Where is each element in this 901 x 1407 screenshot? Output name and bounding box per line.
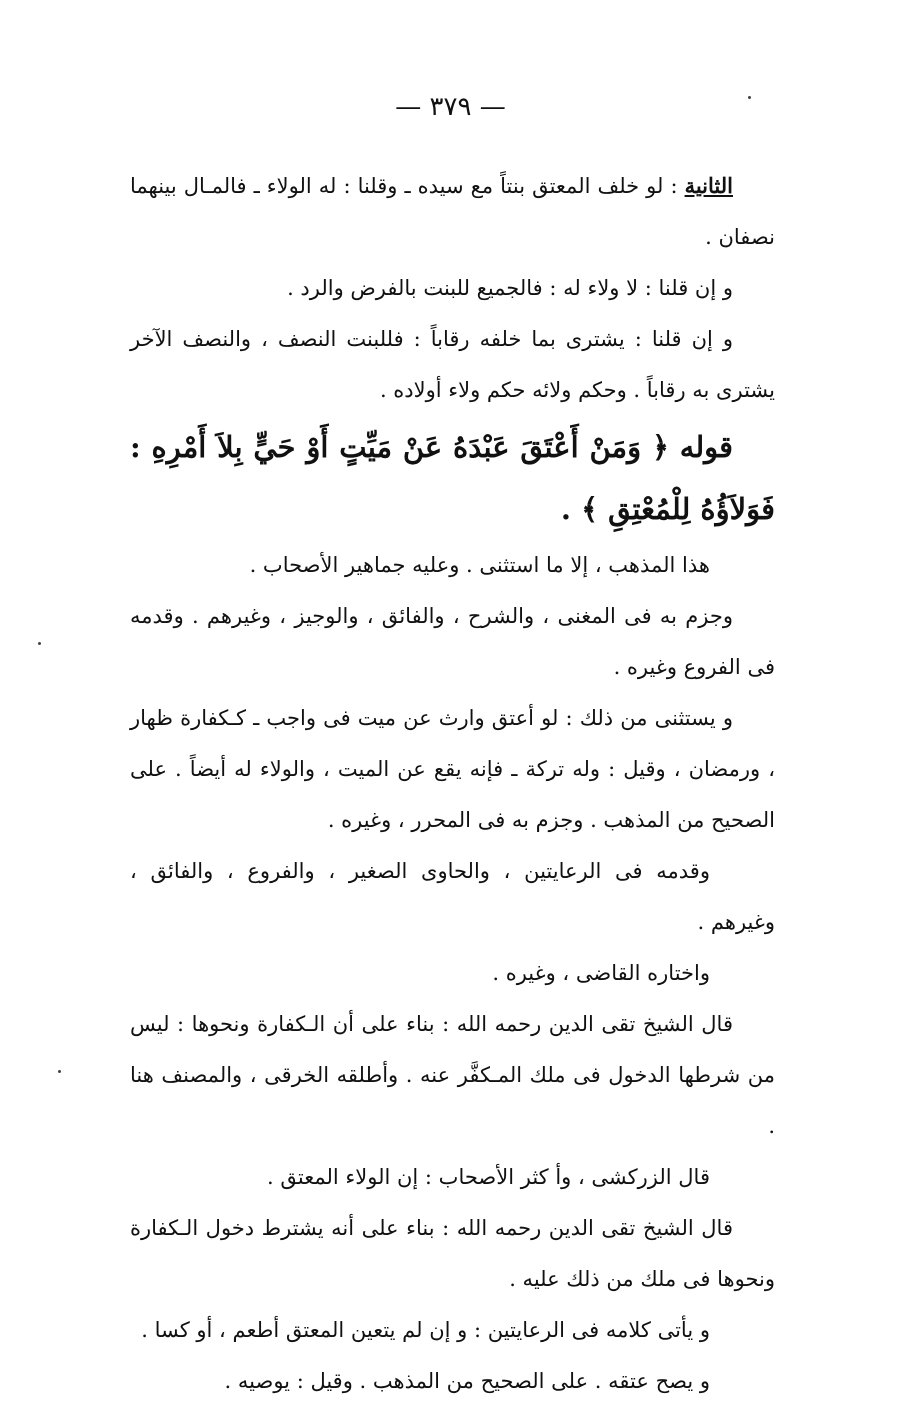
- paragraph: و إن قلنا : لا ولاء له : فالجميع للبنت بالفرض والرد .: [287, 276, 733, 300]
- page-number: — ٣٧٩ —: [395, 92, 506, 122]
- paragraph: قال الشيخ تقى الدين رحمه الله : بناء على أنه يشترط دخول الـكفارة ونحوها فى ملك من ذلك عليه .: [130, 1216, 775, 1291]
- stray-ink-mark: [38, 642, 41, 645]
- paragraph: وجزم به فى المغنى ، والشرح ، والفائق ، والوجيز ، وغيرهم . وقدمه فى الفروع وغيره .: [130, 604, 775, 679]
- paragraph: قال الزركشى ، وأ كثر الأصحاب : إن الولاء المعتق .: [267, 1165, 710, 1189]
- paragraph: و يأتى كلامه فى الرعايتين : و إن لم يتعين المعتق أطعم ، أو كسا .: [141, 1318, 710, 1342]
- paragraph: واختاره القاضى ، وغيره .: [492, 961, 710, 985]
- stray-ink-mark: [748, 96, 751, 99]
- paragraph: وقدمه فى الرعايتين ، والحاوى الصغير ، والفروع ، والفائق ، وغيرهم .: [130, 859, 775, 934]
- quoted-verse: قوله ﴿ وَمَنْ أَعْتَقَ عَبْدَهُ عَنْ مَيِّتٍ أَوْ حَيٍّ بِلاَ أَمْرِهِ : فَوَلاَؤُهُ لِلْمُعْتِقِ ﴾ .: [130, 430, 775, 526]
- paragraph: [130, 160, 775, 263]
- paragraph: هذا المذهب ، إلا ما استثنى . وعليه جماهير الأصحاب .: [249, 553, 710, 577]
- paragraph-text: : لو خلف المعتق بنتاً مع سيده ـ وقلنا : له الولاء ـ فالمـال بينهما نصفان .: [130, 174, 775, 249]
- main-text: [130, 160, 775, 1407]
- paragraph-lead: الثانية: [684, 173, 733, 198]
- paragraph: و إن قلنا : يشترى بما خلفه رقاباً : فللبنت النصف ، والنصف الآخر يشترى به رقاباً . وحكم ولائه حكم ولاء أولاده .: [130, 327, 775, 402]
- paragraph: و يستثنى من ذلك : لو أعتق وارث عن ميت فى واجب ـ كـكفارة ظهار ، ورمضان ، وقيل : وله تركة ـ فإنه يقع عن الميت ، والولاء له أيضاً . على الصحيح من المذهب . وجزم به فى المحرر ، وغيره .: [130, 706, 775, 832]
- paragraph: و يصح عتقه . على الصحيح من المذهب . وقيل : يوصيه .: [224, 1369, 710, 1393]
- stray-ink-mark: [58, 1070, 61, 1073]
- paragraph: قال الشيخ تقى الدين رحمه الله : بناء على أن الـكفارة ونحوها : ليس من شرطها الدخول فى ملك المـكفَّر عنه . وأطلقه الخرقى ، والمصنف هنا .: [130, 1012, 775, 1138]
